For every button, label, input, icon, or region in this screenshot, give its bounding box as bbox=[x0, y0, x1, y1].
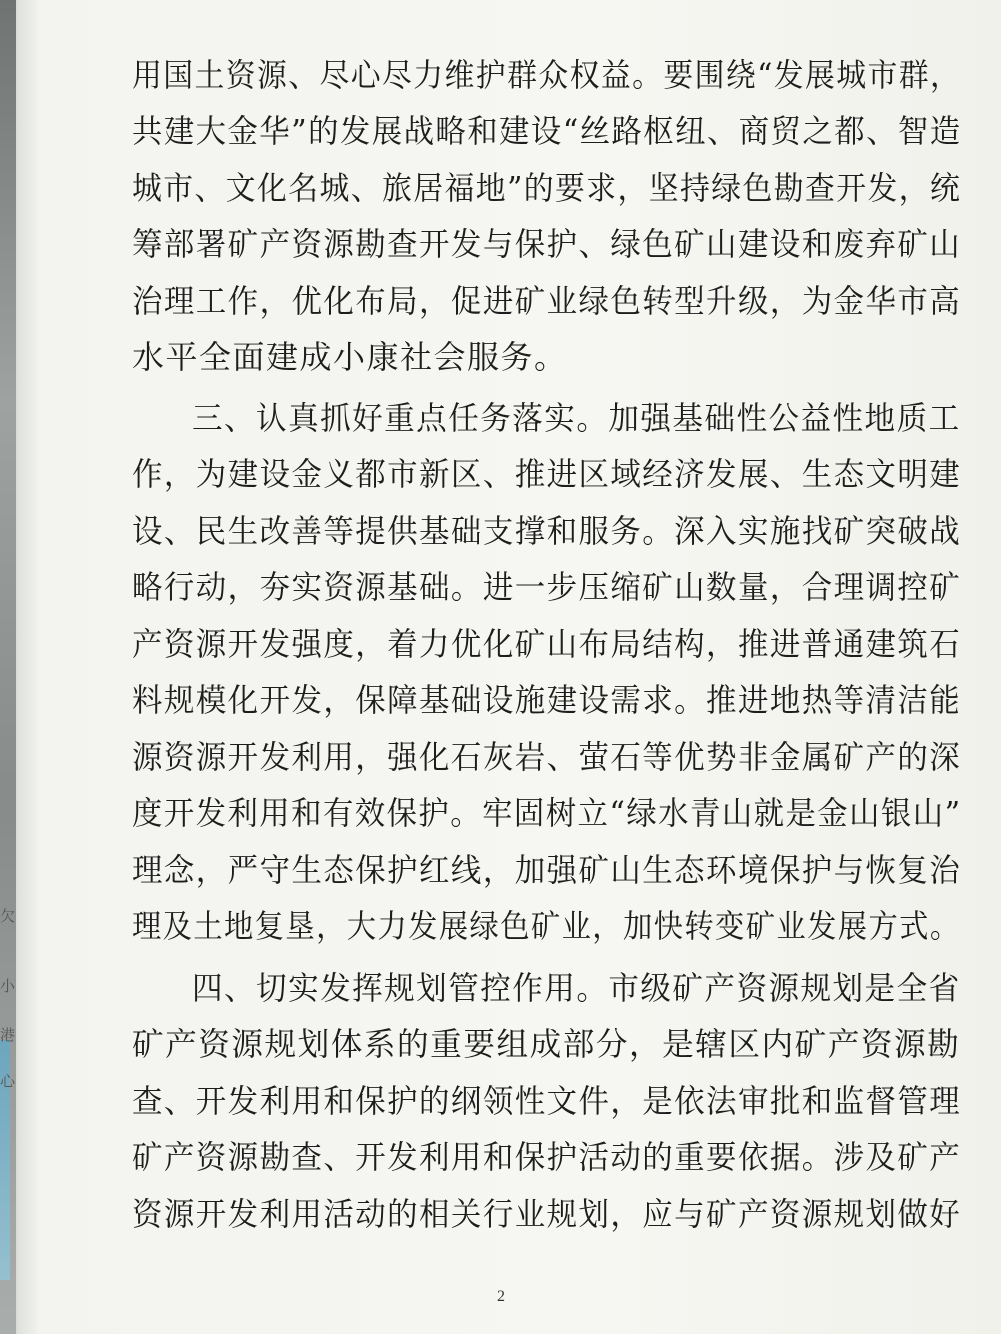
body-text-line: 产资源开发强度，着力优化矿山布局结构，推进普通建筑石 bbox=[132, 625, 962, 663]
body-text-line: 查、开发利用和保护的纲领性文件，是依法审批和监督管理 bbox=[132, 1082, 962, 1120]
adjacent-page-glyph: 小 bbox=[0, 977, 16, 995]
adjacent-page-glyph: ⽋ bbox=[0, 907, 16, 925]
adjacent-page-glyph: 港 bbox=[0, 1026, 16, 1044]
paragraph-heading-line: 四、切实发挥规划管控作用。市级矿产资源规划是全省 bbox=[192, 969, 961, 1007]
adjacent-page-edge bbox=[0, 0, 16, 1334]
paragraph-heading-line: 三、认真抓好重点任务落实。加强基础性公益性地质工 bbox=[192, 399, 961, 437]
body-text-line: 料规模化开发，保障基础设施建设需求。推进地热等清洁能 bbox=[132, 681, 962, 719]
page-number: 2 bbox=[497, 1288, 505, 1305]
body-text-line: 理念，严守生态保护红线，加强矿山生态环境保护与恢复治 bbox=[132, 851, 962, 889]
body-text-line: 用国土资源、尽心尽力维护群众权益。要围绕“发展城市群， bbox=[132, 56, 962, 94]
body-text-line: 水平全面建成小康社会服务。 bbox=[132, 338, 568, 376]
body-text-line: 略行动，夯实资源基础。进一步压缩矿山数量，合理调控矿 bbox=[132, 568, 962, 606]
body-text-line: 度开发利用和有效保护。牢固树立“绿水青山就是金山银山” bbox=[132, 794, 962, 832]
body-text-line: 治理工作，优化布局，促进矿业绿色转型升级，为金华市高 bbox=[132, 282, 962, 320]
adjacent-page-glyph: 心 bbox=[0, 1072, 16, 1090]
body-text-line: 作，为建设金义都市新区、推进区域经济发展、生态文明建 bbox=[132, 455, 962, 493]
body-text-line: 源资源开发利用，强化石灰岩、萤石等优势非金属矿产的深 bbox=[132, 738, 962, 776]
body-text-line: 理及土地复垦，大力发展绿色矿业，加快转变矿业发展方式。 bbox=[132, 907, 961, 945]
body-text-line: 矿产资源规划体系的重要组成部分，是辖区内矿产资源勘 bbox=[132, 1025, 961, 1063]
body-text-line: 设、民生改善等提供基础支撑和服务。深入实施找矿突破战 bbox=[132, 512, 962, 550]
body-text-line: 城市、文化名城、旅居福地”的要求，坚持绿色勘查开发，统 bbox=[132, 169, 962, 207]
document-page bbox=[22, 0, 1001, 1334]
body-text-line: 共建大金华”的发展战略和建设“丝路枢纽、商贸之都、智造 bbox=[132, 112, 962, 150]
body-text-line: 资源开发利用活动的相关行业规划，应与矿产资源规划做好 bbox=[132, 1195, 962, 1233]
body-text-line: 矿产资源勘查、开发利用和保护活动的重要依据。涉及矿产 bbox=[132, 1138, 962, 1176]
body-text-line: 筹部署矿产资源勘查开发与保护、绿色矿山建设和废弃矿山 bbox=[132, 225, 962, 263]
